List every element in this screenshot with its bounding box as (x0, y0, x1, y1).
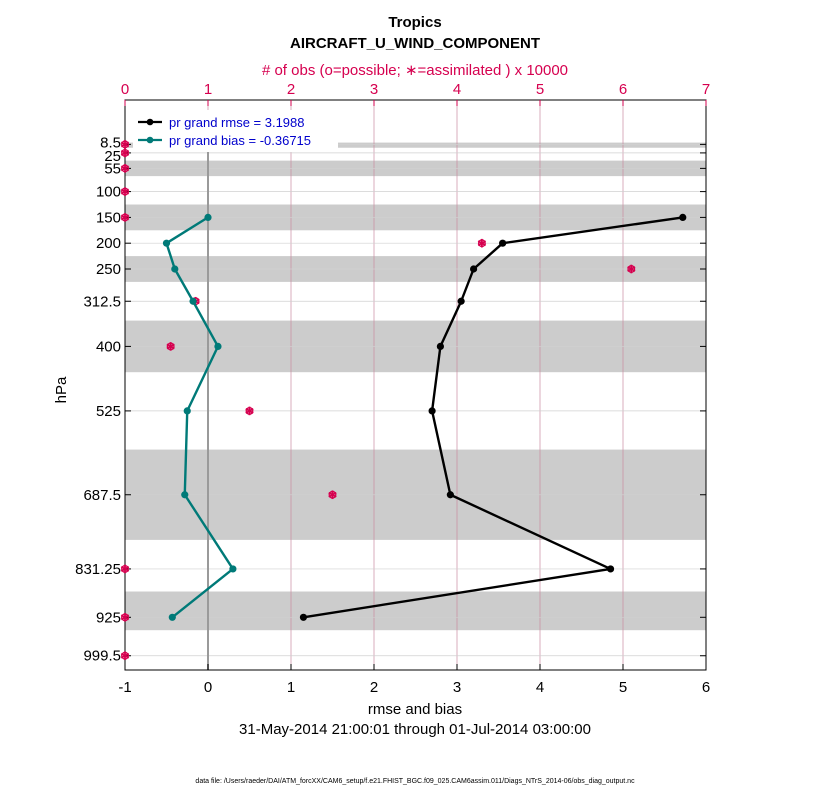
rmse-point (458, 298, 465, 305)
top-tick-label: 2 (286, 81, 296, 98)
bottom-tick-label: 2 (369, 679, 379, 696)
chart-title: Tropics (388, 14, 442, 31)
y-axis-label: hPa (53, 376, 70, 404)
level-tick-label: 200 (95, 235, 121, 253)
chart-subtitle: AIRCRAFT_U_WIND_COMPONENT (289, 35, 540, 52)
rmse-point (429, 407, 436, 414)
rmse-point (607, 565, 614, 572)
top-tick-label: 4 (452, 81, 462, 98)
top-tick-label: 3 (369, 81, 379, 98)
rmse-point (499, 240, 506, 247)
date-range-label: 31-May-2014 21:00:01 through 01-Jul-2014 03:00:00 (239, 721, 591, 738)
level-tick-label: 687.5 (83, 486, 121, 504)
rmse-point (447, 491, 454, 498)
bias-point (214, 343, 221, 350)
legend (133, 110, 338, 152)
bias-point (189, 298, 196, 305)
bottom-tick-label: 5 (618, 679, 628, 696)
rmse-point (470, 265, 477, 272)
shaded-band (125, 592, 706, 631)
rmse-point (679, 214, 686, 221)
data-file-note: data file: /Users/raeder/DAI/ATM_forcXX/CAM6_setup/f.e21.FHIST_BGC.f09_025.CAM6assim.011/Diags_NTrS_2014-06/obs_diag_output.nc (195, 778, 635, 785)
level-tick-label: 999.5 (83, 647, 121, 665)
bottom-tick-label: 3 (452, 679, 462, 696)
level-tick-label: 8.5 (100, 134, 121, 152)
legend-bias-marker (147, 137, 154, 144)
top-tick-label: 7 (701, 81, 711, 98)
bottom-tick-label: 4 (535, 679, 545, 696)
bottom-tick-label: -1 (118, 679, 132, 696)
shaded-layers (125, 143, 706, 631)
level-tick-label: 525 (95, 402, 121, 420)
top-axis-label: # of obs (o=possible; ∗=assimilated ) x 10000 (261, 62, 569, 79)
legend-bias-label: pr grand bias = -0.36715 (169, 133, 312, 148)
rmse-point (300, 614, 307, 621)
bias-point (169, 614, 176, 621)
rmse-point (437, 343, 444, 350)
x-axis-label: rmse and bias (367, 701, 463, 718)
bottom-tick-label: 1 (286, 679, 296, 696)
bottom-tick-label: 0 (203, 679, 213, 696)
legend-rmse-marker (147, 119, 154, 126)
top-tick-label: 5 (535, 81, 545, 98)
level-tick-label: 150 (95, 209, 121, 227)
level-tick-label: 250 (95, 261, 121, 278)
legend-rmse-label: pr grand rmse = 3.1988 (169, 115, 305, 130)
level-tick-label: 25 (104, 147, 121, 165)
level-tick-label: 831.25 (75, 560, 121, 578)
bottom-tick-label: 6 (701, 679, 711, 696)
level-tick-label: 925 (95, 609, 121, 627)
bias-point (184, 407, 191, 414)
level-tick-label: 312.5 (83, 293, 121, 311)
bias-point (171, 265, 178, 272)
bias-point (229, 565, 236, 572)
bias-point (163, 240, 170, 247)
bias-point (204, 214, 211, 221)
level-tick-label: 100 (95, 183, 121, 201)
level-tick-label: 55 (104, 160, 121, 178)
top-tick-label: 0 (120, 81, 130, 98)
top-tick-label: 1 (203, 81, 213, 98)
level-tick-label: 400 (95, 338, 121, 356)
bias-point (181, 491, 188, 498)
top-tick-label: 6 (618, 81, 628, 98)
